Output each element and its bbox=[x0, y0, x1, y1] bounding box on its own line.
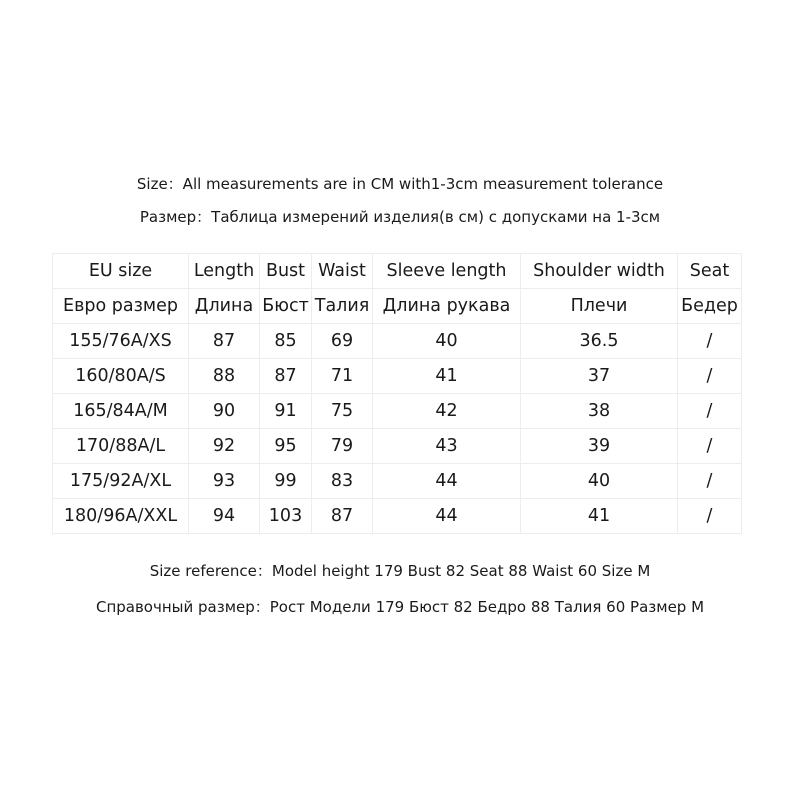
header-bust: Bust bbox=[260, 254, 312, 289]
cell-length: 94 bbox=[189, 499, 260, 534]
cell-shoulder-width: 39 bbox=[521, 429, 678, 464]
header-sleeve-length: Sleeve length bbox=[373, 254, 521, 289]
cell-eu-size: 180/96A/XXL bbox=[53, 499, 189, 534]
table-row bbox=[53, 394, 742, 429]
cell-eu-size: 160/80A/S bbox=[53, 359, 189, 394]
size-reference-russian: Справочный размер：Рост Модели 179 Бюст 82 Бедро 88 Талия 60 Размер М bbox=[95, 598, 705, 616]
cell-sleeve-length: 40 bbox=[373, 324, 521, 359]
cell-seat: / bbox=[678, 429, 742, 464]
cell-bust: 87 bbox=[260, 359, 312, 394]
cell-waist: 69 bbox=[312, 324, 373, 359]
size-reference-english: Size reference：Model height 179 Bust 82 Seat 88 Waist 60 Size M bbox=[149, 562, 651, 580]
cell-shoulder-width: 41 bbox=[521, 499, 678, 534]
cell-sleeve-length: 41 bbox=[373, 359, 521, 394]
header-eu-size-ru: Евро размер bbox=[53, 289, 189, 324]
cell-length: 93 bbox=[189, 464, 260, 499]
header-waist: Waist bbox=[312, 254, 373, 289]
header-shoulder-width-ru: Плечи bbox=[521, 289, 678, 324]
cell-waist: 75 bbox=[312, 394, 373, 429]
cell-waist: 83 bbox=[312, 464, 373, 499]
cell-seat: / bbox=[678, 359, 742, 394]
table-row bbox=[53, 324, 742, 359]
cell-seat: / bbox=[678, 499, 742, 534]
cell-bust: 95 bbox=[260, 429, 312, 464]
cell-bust: 99 bbox=[260, 464, 312, 499]
measurement-note-english: Size：All measurements are in CM with1-3cm measurement tolerance bbox=[136, 175, 664, 193]
cell-bust: 85 bbox=[260, 324, 312, 359]
cell-shoulder-width: 40 bbox=[521, 464, 678, 499]
cell-shoulder-width: 36.5 bbox=[521, 324, 678, 359]
cell-eu-size: 155/76A/XS bbox=[53, 324, 189, 359]
cell-eu-size: 165/84A/M bbox=[53, 394, 189, 429]
cell-shoulder-width: 38 bbox=[521, 394, 678, 429]
header-row-russian bbox=[53, 289, 742, 324]
cell-waist: 71 bbox=[312, 359, 373, 394]
cell-eu-size: 170/88A/L bbox=[53, 429, 189, 464]
header-bust-ru: Бюст bbox=[260, 289, 312, 324]
header-shoulder-width: Shoulder width bbox=[521, 254, 678, 289]
table-row bbox=[53, 464, 742, 499]
header-seat-ru: Бедер bbox=[678, 289, 742, 324]
header-sleeve-length-ru: Длина рукава bbox=[373, 289, 521, 324]
cell-eu-size: 175/92A/XL bbox=[53, 464, 189, 499]
header-length: Length bbox=[189, 254, 260, 289]
table-row bbox=[53, 499, 742, 534]
table-row bbox=[53, 429, 742, 464]
cell-length: 92 bbox=[189, 429, 260, 464]
cell-sleeve-length: 42 bbox=[373, 394, 521, 429]
table-row bbox=[53, 359, 742, 394]
header-length-ru: Длина bbox=[189, 289, 260, 324]
cell-bust: 91 bbox=[260, 394, 312, 429]
measurement-note-russian: Размер：Таблица измерений изделия(в см) с допусками на 1-3см bbox=[139, 208, 661, 226]
cell-length: 88 bbox=[189, 359, 260, 394]
cell-waist: 79 bbox=[312, 429, 373, 464]
cell-seat: / bbox=[678, 464, 742, 499]
header-seat: Seat bbox=[678, 254, 742, 289]
header-waist-ru: Талия bbox=[312, 289, 373, 324]
header-eu-size: EU size bbox=[53, 254, 189, 289]
size-chart-table bbox=[52, 253, 742, 534]
cell-waist: 87 bbox=[312, 499, 373, 534]
cell-length: 90 bbox=[189, 394, 260, 429]
cell-length: 87 bbox=[189, 324, 260, 359]
cell-seat: / bbox=[678, 394, 742, 429]
cell-sleeve-length: 44 bbox=[373, 499, 521, 534]
header-row-english bbox=[53, 254, 742, 289]
cell-bust: 103 bbox=[260, 499, 312, 534]
cell-sleeve-length: 44 bbox=[373, 464, 521, 499]
cell-sleeve-length: 43 bbox=[373, 429, 521, 464]
cell-seat: / bbox=[678, 324, 742, 359]
cell-shoulder-width: 37 bbox=[521, 359, 678, 394]
